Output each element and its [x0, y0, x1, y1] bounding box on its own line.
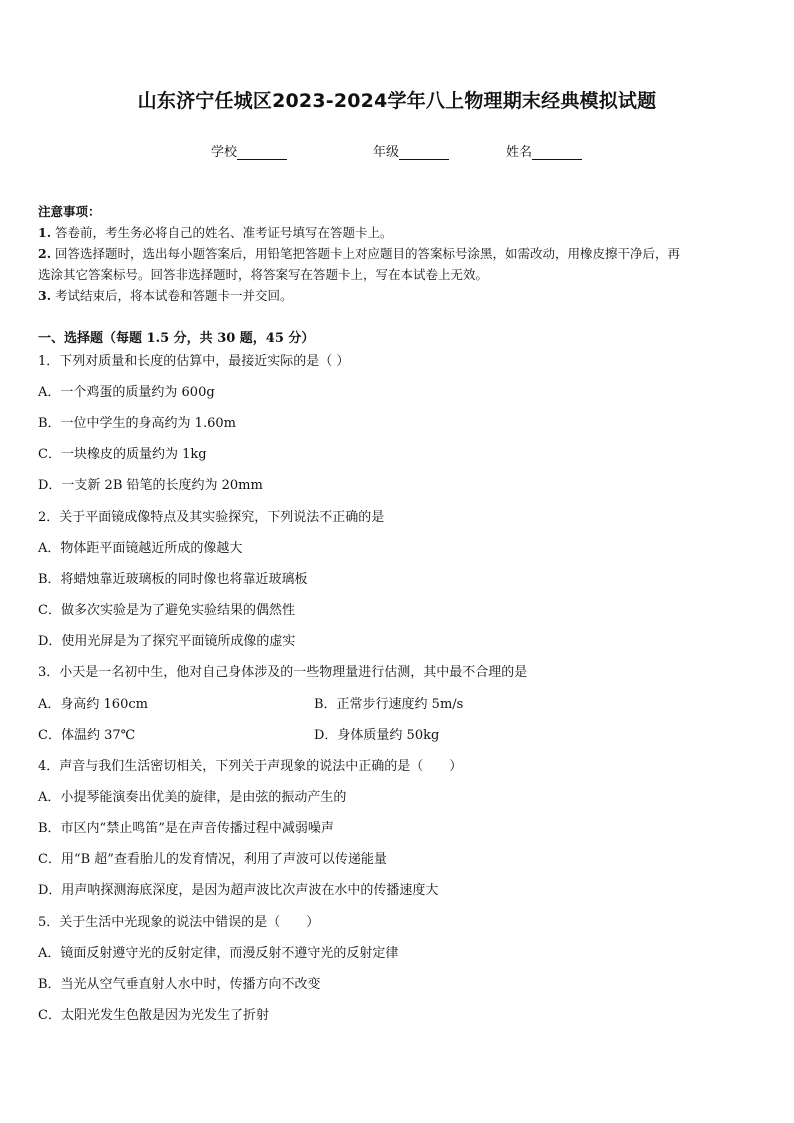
name-label: 姓名	[506, 145, 533, 160]
notes-block	[38, 202, 758, 306]
option-c: C．体温约 37℃	[38, 728, 136, 743]
option-b: B．正常步行速度约 5m/s	[314, 697, 464, 712]
option-b: B．一位中学生的身高约为 1.60m	[38, 416, 236, 431]
option-a: A．物体距平面镜越近所成的像越大	[38, 541, 243, 556]
option-d: D．身体质量约 50kg	[314, 728, 440, 743]
name-field	[506, 141, 582, 160]
question-stem: 1．下列对质量和长度的估算中，最接近实际的是（ ）	[38, 354, 350, 369]
note-item: 2. 回答选择题时，选出每小题答案后，用铅笔把答题卡上对应题目的答案标号涂黑，如需改动，用橡皮擦干净后，再	[38, 246, 681, 261]
option-c: C．做多次实验是为了避免实验结果的偶然性	[38, 603, 295, 618]
name-blank[interactable]	[532, 146, 582, 160]
note-item: 1. 答卷前，考生务必将自己的姓名、准考证号填写在答题卡上。	[38, 225, 393, 240]
school-blank[interactable]	[237, 146, 287, 160]
school-label: 学校	[211, 145, 238, 160]
question-stem: 2．关于平面镜成像特点及其实验探究，下列说法不正确的是	[38, 510, 385, 525]
note-item: 3. 考试结束后，将本试卷和答题卡一并交回。	[38, 288, 293, 303]
section-title: 一、选择题（每题 1.5 分，共 30 题，45 分）	[38, 331, 315, 346]
option-a: A．身高约 160cm	[38, 697, 148, 712]
option-c: C．用“B 超”查看胎儿的发育情况，利用了声波可以传递能量	[38, 852, 387, 867]
option-b: B．当光从空气垂直射人水中时，传播方向不改变	[38, 977, 321, 992]
notes-heading: 注意事项：	[38, 204, 101, 219]
option-c: C．一块橡皮的质量约为 1kg	[38, 447, 207, 462]
grade-field	[373, 141, 449, 160]
question-stem: 4．声音与我们生活密切相关，下列关于声现象的说法中正确的是（ ）	[38, 759, 463, 774]
grade-label: 年级	[373, 145, 400, 160]
option-b: B．将蜡烛靠近玻璃板的同时像也将靠近玻璃板	[38, 572, 308, 587]
option-d: D．用声呐探测海底深度，是因为超声波比次声波在水中的传播速度大	[38, 883, 439, 898]
option-a: A．一个鸡蛋的质量约为 600g	[38, 385, 215, 400]
question-stem: 3．小天是一名初中生，他对自己身体涉及的一些物理量进行估测，其中最不合理的是	[38, 665, 528, 680]
school-field	[211, 141, 287, 160]
option-d: D．使用光屏是为了探究平面镜所成像的虚实	[38, 634, 296, 649]
note-item-continued: 选涂其它答案标号。回答非选择题时，将答案写在答题卡上，写在本试卷上无效。	[38, 267, 489, 282]
student-info-row	[0, 141, 794, 161]
question-stem: 5．关于生活中光现象的说法中错误的是（ ）	[38, 915, 320, 930]
option-d: D．一支新 2B 铅笔的长度约为 20mm	[38, 478, 263, 493]
option-c: C．太阳光发生色散是因为光发生了折射	[38, 1008, 269, 1023]
option-a: A．镜面反射遵守光的反射定律，而漫反射不遵守光的反射定律	[38, 946, 399, 961]
page-title: 山东济宁任城区2023-2024学年八上物理期末经典模拟试题	[137, 90, 657, 112]
option-a: A．小提琴能演奏出优美的旋律，是由弦的振动产生的	[38, 790, 347, 805]
grade-blank[interactable]	[399, 146, 449, 160]
option-b: B．市区内“禁止鸣笛”是在声音传播过程中减弱噪声	[38, 821, 334, 836]
